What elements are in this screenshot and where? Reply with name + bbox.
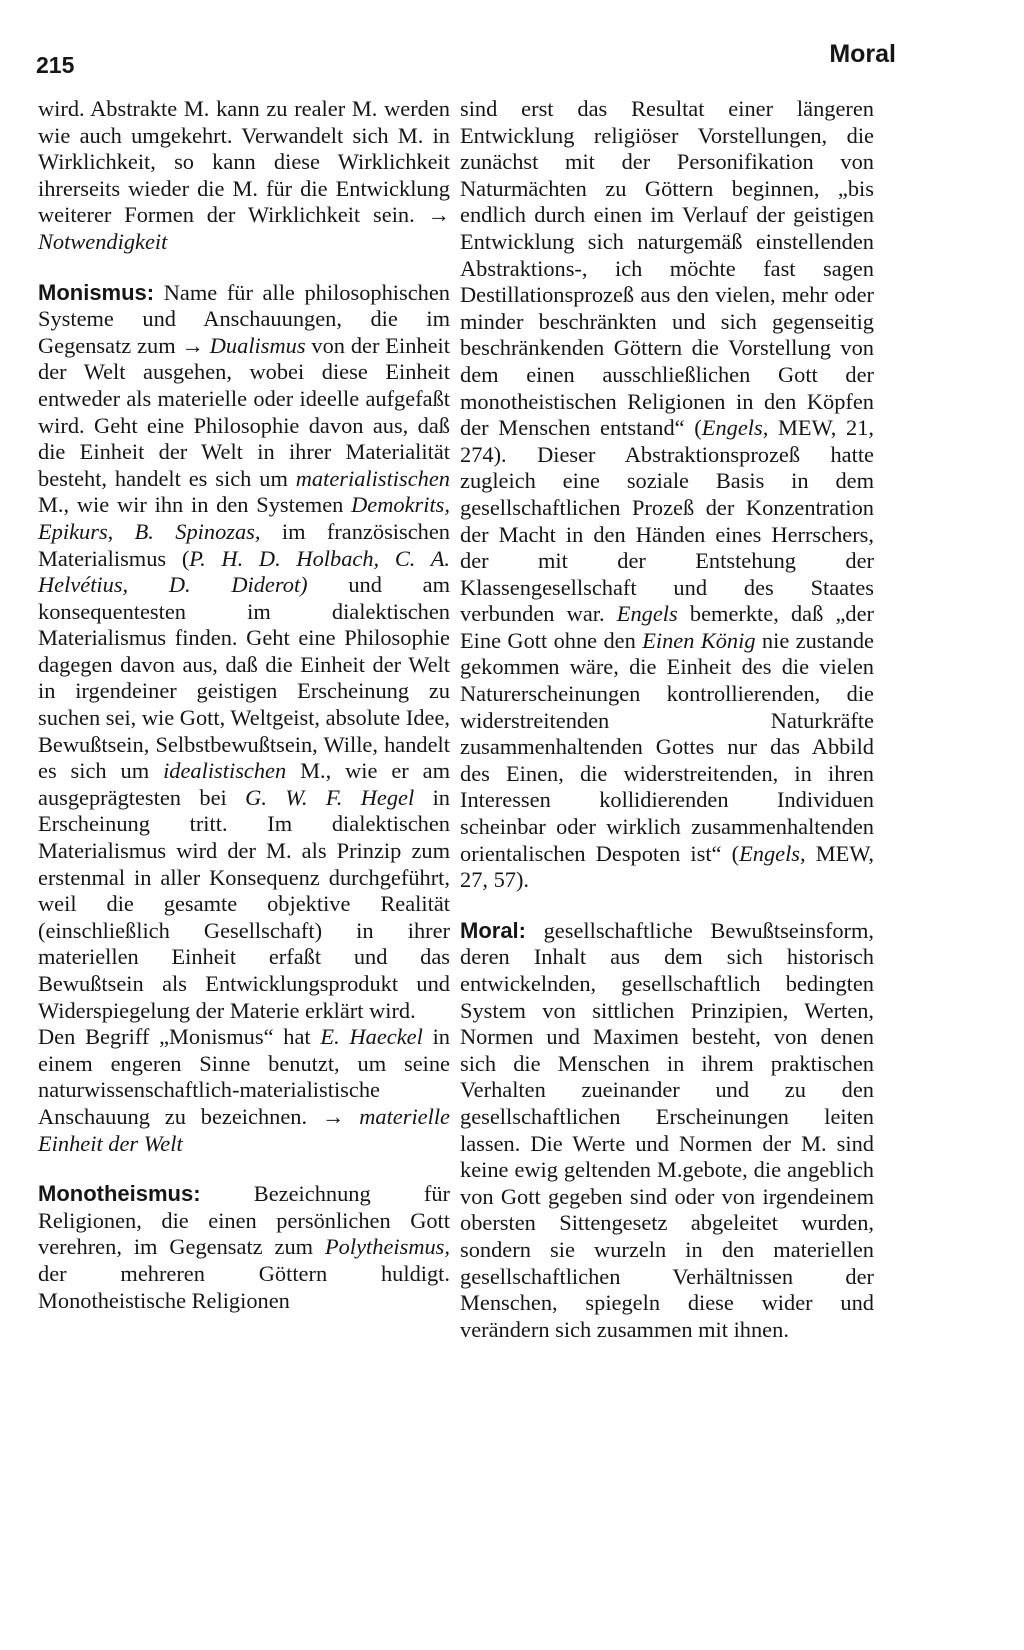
entry-monotheismus-continuation: sind erst das Resultat einer längeren Entwicklung religiöser Vorstellungen, die zunächst mit der Personifikation von Naturmächten zu Göttern beginnen, „bis endlich durch einen im Verlauf der geistigen Entwicklung sich naturgemäß einstellenden Abstraktions-, ich möchte fast sagen Destillationsprozeß aus den vielen, mehr oder minder beschränkten und sich gegenseitig beschränkenden Göttern die Vorstellung von dem einen ausschließlichen Gott der monotheistischen Religionen in den Köpfen der Menschen entstand“ (Engels, MEW, 21, 274). Dieser Abstraktionsprozeß hatte zugleich eine soziale Basis in dem gesellschaftlichen Prozeß der Konzentration der Macht in den Händen eines Herrschers, der mit der Entstehung der Klassengesellschaft und des Staates verbunden war. Engels bemerkte, daß „der Eine Gott ohne den Einen König nie zustande gekommen wäre, die Einheit des die vielen Naturerscheinungen kontrollierenden, die widerstreitenden Naturkräfte zusammenhaltenden Gottes nur das Abbild des Einen, die widerstreitenden, in ihren Interessen kollidierenden Individuen scheinbar oder wirklich zusammenhaltenden orientalischen Despoten ist“ (Engels, MEW, 27, 57). (460, 96, 875, 893)
cross-reference-link[interactable]: Notwendigkeit (38, 228, 168, 254)
entry-term: Monotheismus: (38, 1181, 201, 1207)
entry-moral: Moral: gesellschaftliche Bewußtseinsform, deren Inhalt aus dem sich historisch entwickelnden, gesellschaftlich bedingten System von sittlichen Prinzipien, Werten, Normen und Maximen besteht, von denen sich die Menschen in ihrem praktischen Verhalten zueinander und zu den gesellschaftlichen Erscheinungen leiten lassen. Die Werte und Normen der M. sind keine ewig geltenden M.gebote, die angeblich von Gott gegeben sind oder von irgendeinem obersten Sittengesetz abgeleitet wurden, sondern sie wurzeln in den materiellen gesellschaftlichen Verhältnissen der Menschen, spiegeln diese wider und verändern sich zusammen mit ihnen. (460, 917, 874, 1342)
cross-reference-link[interactable]: materielle Einheit der Welt (38, 1103, 450, 1156)
right-column (460, 96, 874, 1343)
intro-paragraph: wird. Abstrakte M. kann zu realer M. werden wie auch umgekehrt. Verwandelt sich M. in Wirklichkeit, so kann diese Wirklichkeit ihrerseits wieder die M. für die Entwicklung weiterer Formen der Wirklichkeit sein. → Notwendigkeit (38, 96, 450, 254)
cross-reference-arrow-icon: → (427, 202, 450, 228)
cross-reference-link[interactable]: Dualismus (209, 332, 306, 358)
entry-monismus: Monismus: Name für alle philosophischen Systeme und Anschauungen, die im Gegensatz zum → Dualismus von der Einheit der Welt ausgehen, wobei diese Einheit entweder als materielle oder ideelle aufgefaßt wird. Geht eine Philosophie davon aus, daß die Einheit der Welt in ihrer Materialität besteht, handelt es sich um materialistischen M., wie wir ihn in den Systemen Demokrits, Epikurs, B. Spinozas, im französischen Materialismus (P. H. D. Holbach, C. A. Helvétius, D. Diderot) und am konsequentesten im dialektischen Materialismus finden. Geht eine Philosophie dagegen davon aus, daß die Einheit der Welt in irgendeiner geistigen Erscheinung zu suchen sei, wie Gott, Weltgeist, absolute Idee, Bewußtsein, Selbstbewußtsein, Wille, handelt es sich um idealistischen M., wie er am ausgeprägtesten bei G. W. F. Hegel in Erscheinung tritt. Im dialektischen Materialismus wird der M. als Prinzip zum erstenmal in aller Konsequenz durchgeführt, weil die gesamte objektive Realität (einschließlich Gesellschaft) in ihrer materiellen Einheit erfaßt und das Bewußtsein als Entwicklungsprodukt und Widerspiegelung der Materie erklärt wird. (38, 279, 451, 1023)
entry-term: Moral: (460, 917, 526, 943)
left-column (38, 96, 450, 1314)
page-number: 215 (36, 52, 75, 78)
cross-reference-arrow-icon: → (181, 332, 204, 358)
entry-monismus-paragraph-2: Den Begriff „Monismus“ hat E. Haeckel in einem engeren Sinne benutzt, um seine naturwissenschaftlich-materialistische Anschauung zu bezeichnen. → materielle Einheit der Welt (38, 1024, 450, 1156)
running-head: Moral (829, 40, 896, 68)
cross-reference-arrow-icon: → (321, 1103, 345, 1129)
entry-monotheismus: Monotheismus: Bezeichnung für Religionen, die einen persönlichen Gott verehren, im Gegensatz zum Polytheismus, der mehreren Göttern huldigt. Monotheistische Religionen (38, 1181, 450, 1313)
entry-term: Monismus: (38, 279, 155, 305)
